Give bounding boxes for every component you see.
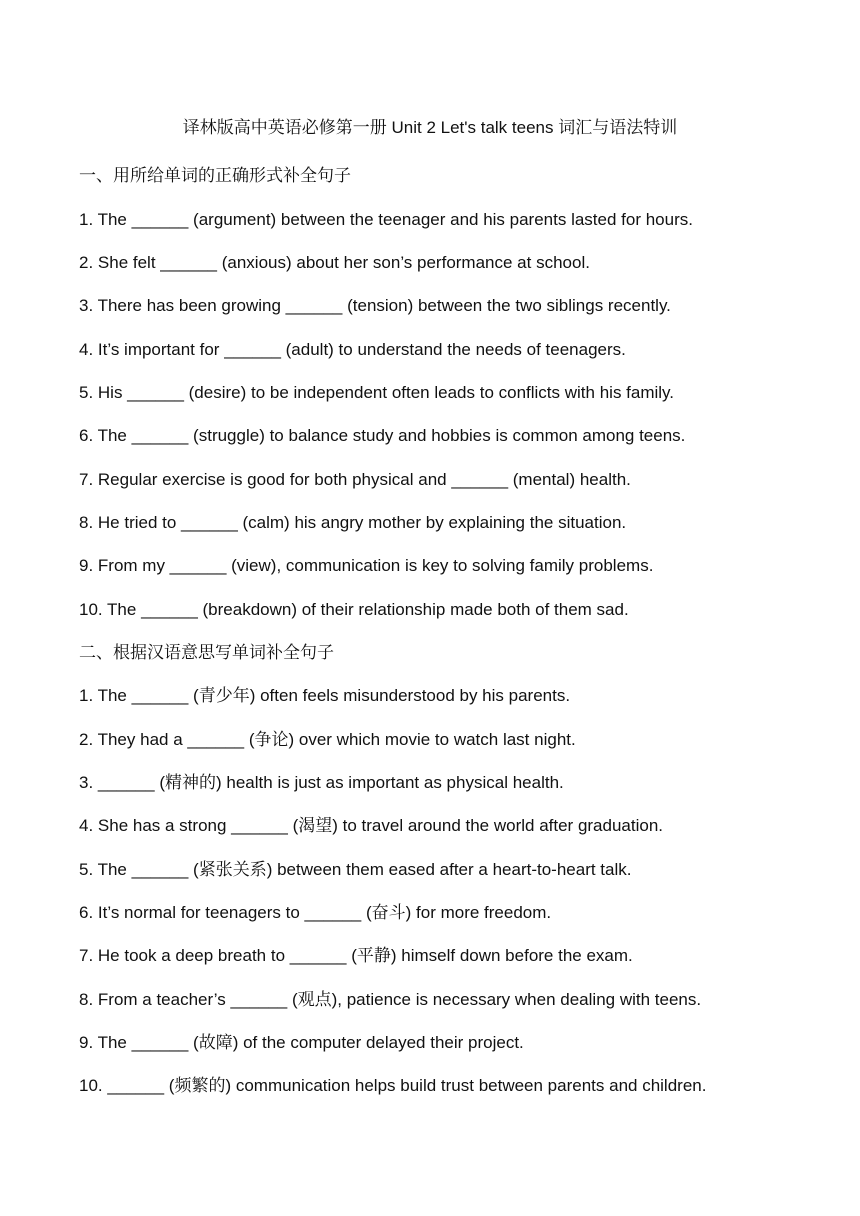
section-1-item-9: 9. From my ______ (view), communication is key to solving family problems.: [79, 556, 654, 575]
section-1-item-8: 8. He tried to ______ (calm) his angry mother by explaining the situation.: [79, 513, 627, 532]
section-1-item-3: 3. There has been growing ______ (tension) between the two siblings recently.: [79, 296, 671, 315]
document-title: 译林版高中英语必修第一册 Unit 2 Let's talk teens 词汇与语法特训: [182, 118, 678, 137]
section-2-item-3: 3. ______ (精神的) health is just as important as physical health.: [79, 773, 564, 792]
section-2-heading: 二、根据汉语意思写单词补全句子: [79, 643, 334, 663]
section-1-item-5: 5. His ______ (desire) to be independent often leads to conflicts with his family.: [79, 383, 675, 402]
section-1-item-6: 6. The ______ (struggle) to balance study and hobbies is common among teens.: [79, 426, 686, 445]
section-2-item-7: 7. He took a deep breath to ______ (平静) himself down before the exam.: [79, 946, 633, 965]
section-2-item-2: 2. They had a ______ (争论) over which movie to watch last night.: [79, 730, 576, 749]
section-2-item-1: 1. The ______ (青少年) often feels misunderstood by his parents.: [79, 686, 571, 705]
section-2-item-9: 9. The ______ (故障) of the computer delayed their project.: [79, 1033, 524, 1052]
section-1-item-2: 2. She felt ______ (anxious) about her son’s performance at school.: [79, 253, 590, 272]
section-2-item-5: 5. The ______ (紧张关系) between them eased after a heart-to-heart talk.: [79, 860, 632, 879]
section-2-item-8: 8. From a teacher’s ______ (观点), patience is necessary when dealing with teens.: [79, 990, 702, 1009]
section-1-item-10: 10. The ______ (breakdown) of their relationship made both of them sad.: [79, 600, 629, 619]
section-1-item-4: 4. It’s important for ______ (adult) to understand the needs of teenagers.: [79, 340, 626, 359]
section-1-item-7: 7. Regular exercise is good for both physical and ______ (mental) health.: [79, 470, 631, 489]
section-1-item-1: 1. The ______ (argument) between the teenager and his parents lasted for hours.: [79, 210, 693, 229]
section-2-item-6: 6. It’s normal for teenagers to ______ (奋斗) for more freedom.: [79, 903, 552, 922]
section-2-item-4: 4. She has a strong ______ (渴望) to travel around the world after graduation.: [79, 816, 664, 835]
section-1-heading: 一、用所给单词的正确形式补全句子: [79, 166, 351, 186]
section-2-item-10: 10. ______ (频繁的) communication helps build trust between parents and children.: [79, 1076, 707, 1095]
